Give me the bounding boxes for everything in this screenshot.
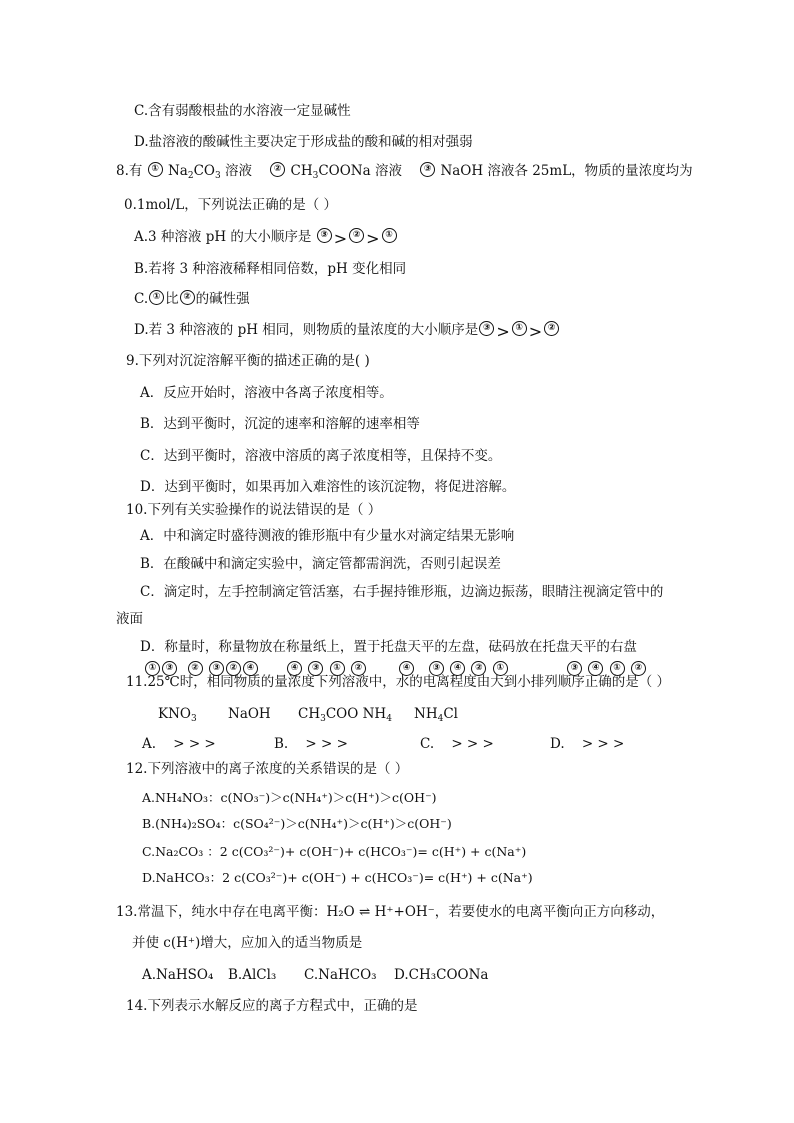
q8-substance-1: $Na_2CO_3$ 溶液	[167, 163, 253, 181]
circled-two-icon: ②	[351, 661, 366, 676]
circled-three-icon: ③	[429, 661, 444, 676]
circled-four-icon: ④	[399, 661, 414, 676]
q11-substance-list	[158, 705, 458, 724]
circled-one-icon: ①	[149, 290, 164, 305]
q12-option-b: B.(NH₄)₂SO₄：c(SO₄²⁻)＞c(NH₄⁺)＞c(H⁺)＞c(OH⁻)	[142, 816, 452, 831]
q8-option-d: D.若 3 种溶液的 pH 相同，则物质的量浓度的大小顺序是 ③ > ① > ②	[134, 321, 560, 341]
circled-two-icon: ②	[349, 228, 364, 243]
q10-option-c-line2: 液面	[116, 611, 143, 627]
q8-stem-line1	[116, 162, 693, 180]
circled-three-icon: ③	[162, 661, 177, 676]
circled-two-icon: ②	[270, 162, 285, 177]
q13-stem-line1: 13.常温下，纯水中存在电离平衡：H₂O ⇌ H⁺+OH⁻，若要使水的电离平衡向正方向移动，	[116, 904, 665, 920]
q12-option-c: C.Na₂CO₃ ：2 c(CO₃²⁻)+ c(OH⁻)+ c(HCO₃⁻)= c(H⁺) + c(Na⁺)	[142, 844, 527, 859]
q9-option-c: C．达到平衡时，溶液中溶质的离子浓度相等，且保持不变。	[140, 448, 502, 464]
circled-four-icon: ④	[588, 661, 603, 676]
circled-four-icon: ④	[287, 661, 302, 676]
q11-substance-4: $NH_4Cl$	[414, 706, 458, 724]
q11-options	[142, 735, 625, 753]
q13-option-c: C.NaHCO₃	[304, 967, 377, 983]
q11-option-a: A. > > >	[142, 736, 216, 752]
q13-option-a: A.NaHSO₄	[142, 967, 214, 983]
circled-two-icon: ②	[188, 661, 203, 676]
circled-one-icon: ①	[512, 321, 527, 336]
q10-option-c-line1: C．滴定时，左手控制滴定管活塞，右手握持锥形瓶，边滴边振荡，眼睛注视滴定管中的	[140, 584, 664, 600]
q11-option-c: C. > > >	[420, 736, 494, 752]
q12-option-a: A.NH₄NO₃：c(NO₃⁻)＞c(NH₄⁺)＞c(H⁺)＞c(OH⁻)	[142, 790, 437, 805]
q8-option-b: B.若将 3 种溶液稀释相同倍数，pH 变化相同	[134, 261, 407, 277]
circled-one-icon: ①	[330, 661, 345, 676]
circled-two-icon: ②	[471, 661, 486, 676]
q10-option-d: D．称量时，称量物放在称量纸上，置于托盘天平的左盘，砝码放在托盘天平的右盘	[140, 639, 637, 655]
circled-two-icon: ②	[180, 290, 195, 305]
q11-option-b: B. > > >	[274, 736, 348, 752]
q13-option-b: B.AlCl₃	[228, 967, 277, 983]
q7-option-c: C.含有弱酸根盐的水溶液一定显碱性	[134, 103, 351, 119]
q11-substance-3: $CH_3COO$ $NH_4$	[298, 706, 392, 724]
circled-one-icon: ①	[610, 661, 625, 676]
circled-one-icon: ①	[148, 162, 163, 177]
circled-three-icon: ③	[420, 162, 435, 177]
q8-number: 8.有	[116, 163, 143, 179]
circled-four-icon: ④	[243, 661, 258, 676]
circled-two-icon: ②	[226, 661, 241, 676]
circled-one-icon: ①	[382, 228, 397, 243]
circled-two-icon: ②	[631, 661, 646, 676]
q10-stem: 10.下列有关实验操作的说法错误的是（ ）	[126, 502, 382, 518]
q11-stem: 11.25℃时，相同物质的量浓度下列溶液中，水的电离程度由大到小排列顺序正确的是（ ）	[126, 674, 671, 690]
circled-three-icon: ③	[308, 661, 323, 676]
circled-three-icon: ③	[567, 661, 582, 676]
q7-option-d: D.盐溶液的酸碱性主要决定于形成盐的酸和碱的相对强弱	[134, 134, 473, 150]
circled-three-icon: ③	[317, 228, 332, 243]
q9-option-d: D．达到平衡时，如果再加入难溶性的该沉淀物，将促进溶解。	[140, 479, 516, 495]
q12-stem: 12.下列溶液中的离子浓度的关系错误的是（ ）	[126, 761, 409, 777]
circled-four-icon: ④	[450, 661, 465, 676]
q13-option-d: D.CH₃COONa	[394, 967, 489, 983]
q8-option-c: C. ① 比 ② 的碱性强	[134, 291, 250, 307]
q8-stem-line2: 0.1mol/L，下列说法正确的是（ ）	[124, 197, 338, 213]
q10-option-a: A．中和滴定时盛待测液的锥形瓶中有少量水对滴定结果无影响	[140, 528, 515, 544]
q14-stem: 14.下列表示水解反应的离子方程式中，正确的是	[126, 998, 418, 1014]
q11-option-d: D. > > >	[550, 736, 625, 752]
q13-stem-line2: 并使 c(H⁺)增大，应加入的适当物质是	[132, 935, 363, 951]
q8-substance-3: NaOH 溶液各 25mL，物质的量浓度均为	[440, 163, 693, 179]
q8-option-a: A.3 种溶液 pH 的大小顺序是 ③ > ② > ①	[134, 228, 398, 248]
circled-one-icon: ①	[493, 661, 508, 676]
q11-substance-2: NaOH	[228, 706, 271, 722]
q9-option-b: B．达到平衡时，沉淀的速率和溶解的速率相等	[140, 416, 420, 432]
q9-option-a: A．反应开始时，溶液中各离子浓度相等。	[140, 385, 393, 401]
q13-options	[142, 966, 489, 984]
q10-option-b: B．在酸碱中和滴定实验中，滴定管都需润洗，否则引起误差	[140, 556, 501, 572]
q11-substance-1: $KNO_3$	[158, 706, 197, 724]
q12-option-d: D.NaHCO₃：2 c(CO₃²⁻)+ c(OH⁻) + c(HCO₃⁻)= c(H⁺) + c(Na⁺)	[142, 870, 533, 885]
circled-three-icon: ③	[209, 661, 224, 676]
q9-stem: 9.下列对沉淀溶解平衡的描述正确的是( )	[126, 353, 370, 369]
circled-two-icon: ②	[544, 321, 559, 336]
q8-substance-2: $CH_3COONa$ 溶液	[290, 163, 402, 181]
circled-one-icon: ①	[145, 661, 160, 676]
circled-three-icon: ③	[479, 321, 494, 336]
